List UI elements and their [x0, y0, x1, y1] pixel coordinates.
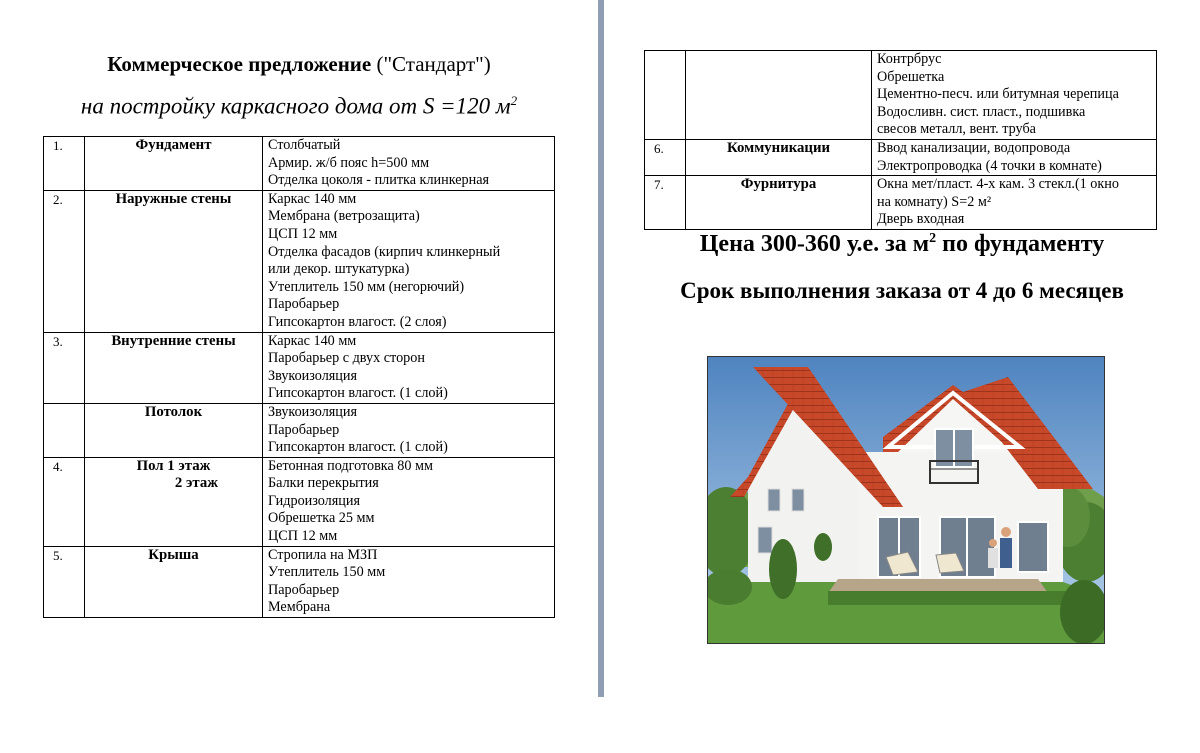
item-line: Цементно-песч. или битумная черепица: [877, 86, 1119, 103]
row-items: [263, 137, 555, 191]
row-items: [263, 332, 555, 403]
item-line: Балки перекрытия: [268, 475, 379, 492]
row-number: 3.: [44, 332, 85, 403]
offer-title-bold: Коммерческое предложение: [107, 52, 372, 76]
row-items: [263, 403, 555, 457]
row-number: 2.: [44, 190, 85, 332]
price-sup: 2: [929, 231, 937, 246]
offer-subtitle-text: на постройку каркасного дома от S =120 м: [80, 93, 511, 119]
section-name-text: Крыша: [148, 546, 199, 563]
item-line: Водосливн. сист. пласт., подшивка: [877, 103, 1086, 120]
row-section-name: [85, 403, 263, 457]
item-line: Паробарьер: [268, 581, 340, 598]
section-name-text: Пол 1 этаж: [136, 457, 211, 474]
house-photo: [707, 356, 1105, 644]
item-line: свесов металл, вент. труба: [877, 121, 1036, 138]
row-number: 4.: [44, 457, 85, 546]
item-line: Паробарьер: [268, 421, 340, 438]
table-row: [44, 137, 555, 191]
item-line: ЦСП 12 мм: [268, 225, 338, 242]
row-number: 1.: [44, 137, 85, 191]
table-row: [645, 176, 1157, 230]
price-text: Цена 300-360 у.е. за м: [699, 231, 930, 257]
item-line: Столбчатый: [268, 137, 341, 153]
table-row: [44, 403, 555, 457]
item-line: Ввод канализации, водопровода: [877, 139, 1071, 156]
term-line: Срок выполнения заказа от 4 до 6 месяцев: [680, 278, 1124, 303]
item-line: Отделка цоколя - плитка клинкерная: [268, 172, 490, 189]
row-number: 5.: [44, 546, 85, 617]
section-name-text: Внутренние стены: [111, 332, 236, 349]
table-row: [44, 332, 555, 403]
table-row: [44, 190, 555, 332]
spec-table-right: [644, 50, 1157, 230]
row-section-name: [85, 190, 263, 332]
table-row: [44, 546, 555, 617]
offer-title: [0, 52, 598, 77]
item-line: Каркас 140 мм: [268, 332, 357, 349]
item-line: Обрешетка 25 мм: [268, 510, 375, 527]
row-items: [263, 546, 555, 617]
item-line: Бетонная подготовка 80 мм: [268, 457, 433, 474]
item-line: Мембрана (ветрозащита): [268, 208, 420, 225]
section-name-second-line: 2 этаж: [174, 475, 218, 492]
price-line: [604, 231, 1200, 258]
item-line: Звукоизоляция: [268, 367, 358, 384]
item-line: Гипсокартон влагост. (1 слой): [268, 439, 448, 456]
bottom-margin: [0, 697, 1200, 753]
item-line: Гидроизоляция: [268, 492, 360, 509]
item-line: или декор. штукатурка): [268, 261, 410, 278]
section-name-text: Наружные стены: [115, 190, 232, 207]
item-line: Дверь входная: [877, 211, 965, 228]
offer-subtitle: [0, 93, 598, 120]
row-section-name: [85, 332, 263, 403]
row-section-name: [686, 51, 872, 140]
item-line: Гипсокартон влагост. (2 слоя): [268, 313, 447, 330]
row-number: 7.: [645, 176, 686, 230]
row-number: 6.: [645, 139, 686, 175]
section-name-text: Фурнитура: [740, 176, 817, 193]
item-line: Отделка фасадов (кирпич клинкерный: [268, 243, 501, 260]
item-line: Электропроводка (4 точки в комнате): [877, 157, 1102, 174]
table-row: [44, 457, 555, 546]
row-items: [263, 190, 555, 332]
row-number: [44, 403, 85, 457]
row-items: [872, 51, 1157, 140]
item-line: Утеплитель 150 мм (негорючий): [268, 278, 465, 295]
item-line: Утеплитель 150 мм: [268, 564, 386, 581]
offer-subtitle-sup: 2: [510, 93, 518, 108]
table-row: [645, 51, 1157, 140]
item-line: Мембрана: [268, 599, 331, 616]
table-row: [645, 139, 1157, 175]
item-line: Обрешетка: [877, 68, 945, 85]
item-line: Окна мет/пласт. 4-х кам. 3 стекл.(1 окно: [877, 176, 1119, 193]
section-name-text: Фундамент: [135, 137, 212, 153]
section-name-text: Коммуникации: [727, 139, 830, 156]
house-illustration: [708, 357, 1104, 643]
item-line: ЦСП 12 мм: [268, 528, 338, 545]
item-line: Армир. ж/б пояс h=500 мм: [268, 154, 430, 171]
item-line: Каркас 140 мм: [268, 190, 357, 207]
item-line: Стропила на МЗП: [268, 546, 378, 563]
offer-title-rest: ("Стандарт"): [371, 52, 491, 76]
item-line: Гипсокартон влагост. (1 слой): [268, 385, 448, 402]
item-line: на комнату) S=2 м²: [877, 193, 992, 210]
item-line: Паробарьер: [268, 296, 340, 313]
row-items: [872, 139, 1157, 175]
row-section-name: [85, 546, 263, 617]
row-items: [872, 176, 1157, 230]
price-text-end: по фундаменту: [936, 231, 1105, 257]
row-section-name: [85, 137, 263, 191]
row-section-name: [686, 176, 872, 230]
page-divider: [598, 0, 604, 697]
row-section-name: [686, 139, 872, 175]
item-line: Звукоизоляция: [268, 403, 358, 420]
item-line: Контрбрус: [877, 51, 942, 67]
spec-table-left: [43, 136, 555, 618]
row-number: [645, 51, 686, 140]
row-section-name: [85, 457, 263, 546]
item-line: Паробарьер с двух сторон: [268, 350, 425, 367]
row-items: [263, 457, 555, 546]
section-name-text: Потолок: [144, 403, 203, 420]
